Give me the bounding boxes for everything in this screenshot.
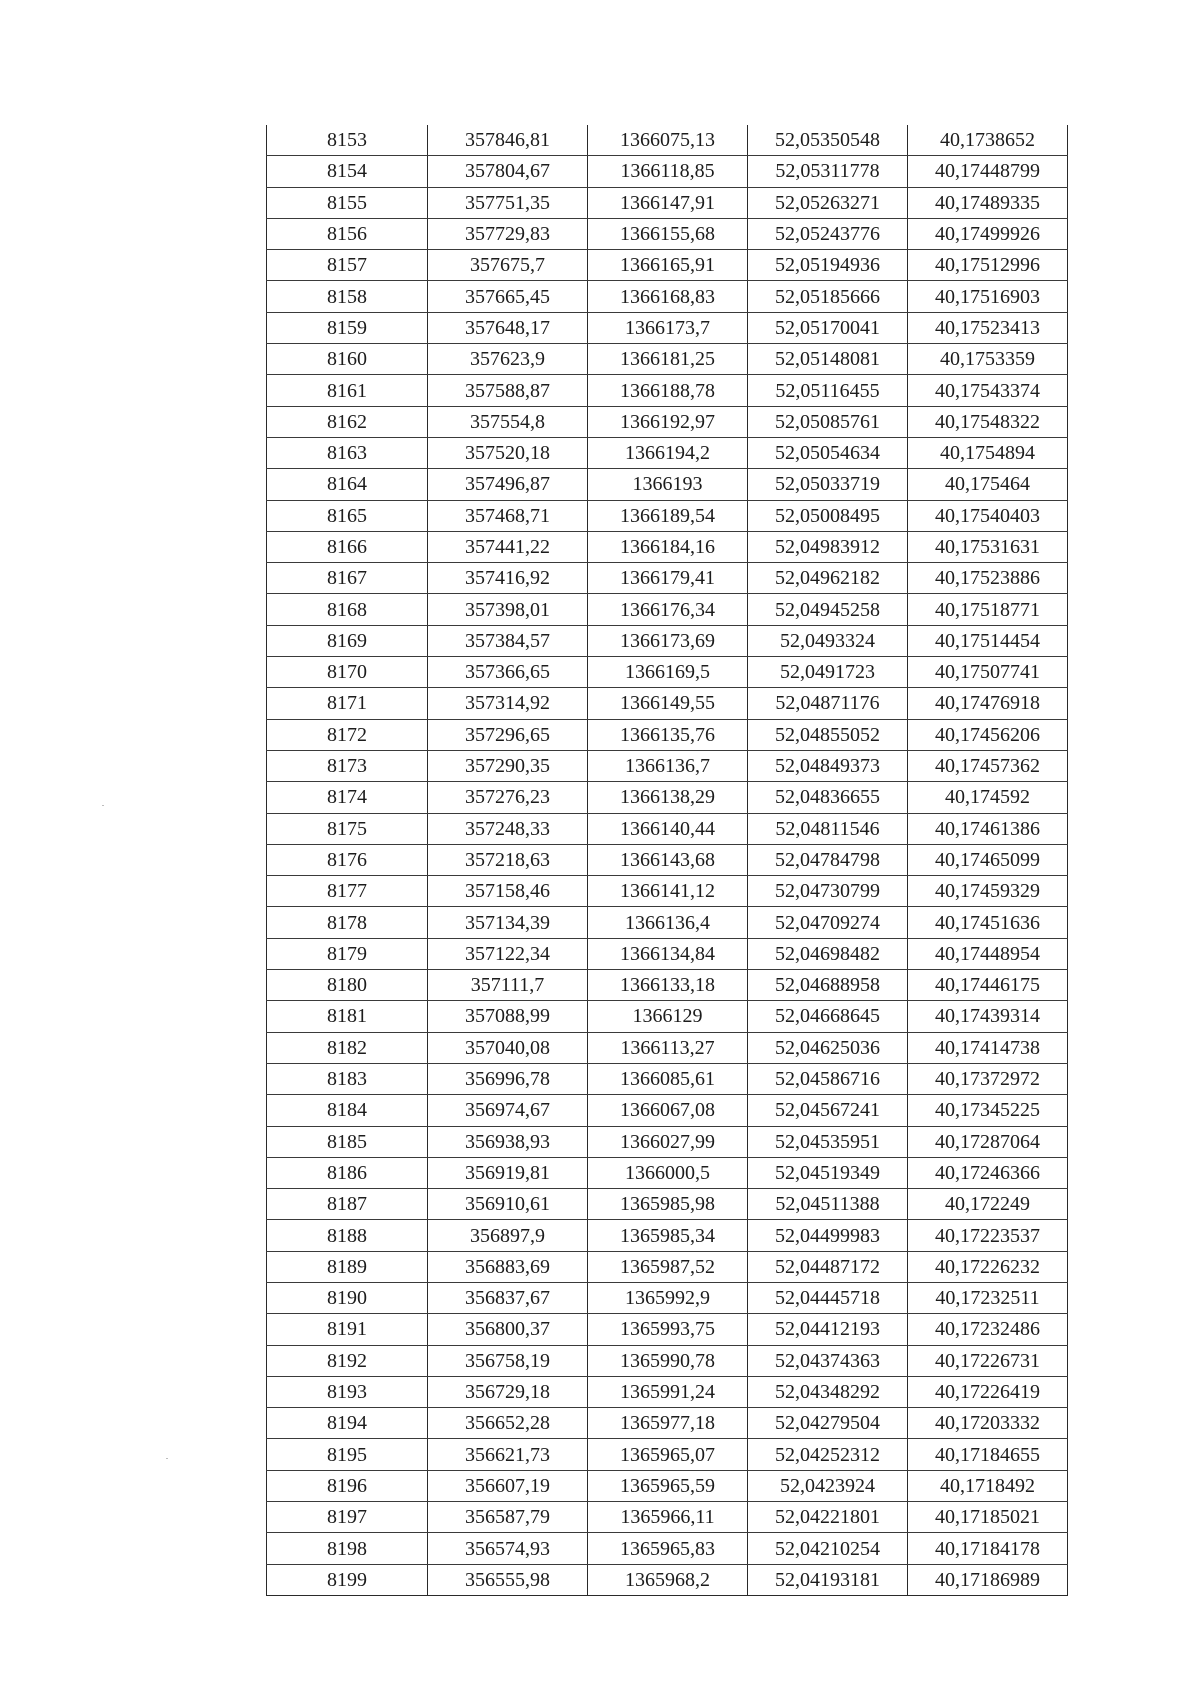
y-coordinate-cell: 1366027,99 bbox=[588, 1126, 748, 1157]
latitude-cell: 52,05033719 bbox=[748, 469, 908, 500]
x-coordinate-cell: 357675,7 bbox=[428, 250, 588, 281]
longitude-cell: 40,17512996 bbox=[908, 250, 1068, 281]
point-number-cell: 8174 bbox=[267, 782, 428, 813]
point-number-cell: 8175 bbox=[267, 813, 428, 844]
longitude-cell: 40,17226731 bbox=[908, 1345, 1068, 1376]
latitude-cell: 52,05350548 bbox=[748, 125, 908, 156]
y-coordinate-cell: 1366113,27 bbox=[588, 1032, 748, 1063]
table-row bbox=[267, 406, 1068, 437]
y-coordinate-cell: 1365993,75 bbox=[588, 1314, 748, 1345]
x-coordinate-cell: 357520,18 bbox=[428, 437, 588, 468]
table-row bbox=[267, 125, 1068, 156]
y-coordinate-cell: 1366149,55 bbox=[588, 688, 748, 719]
table-row bbox=[267, 1376, 1068, 1407]
table-row bbox=[267, 844, 1068, 875]
longitude-cell: 40,172249 bbox=[908, 1189, 1068, 1220]
point-number-cell: 8153 bbox=[267, 125, 428, 156]
longitude-cell: 40,17287064 bbox=[908, 1126, 1068, 1157]
y-coordinate-cell: 1366155,68 bbox=[588, 218, 748, 249]
point-number-cell: 8158 bbox=[267, 281, 428, 312]
table-row bbox=[267, 876, 1068, 907]
table-row bbox=[267, 437, 1068, 468]
latitude-cell: 52,05311778 bbox=[748, 156, 908, 187]
y-coordinate-cell: 1365977,18 bbox=[588, 1408, 748, 1439]
x-coordinate-cell: 357134,39 bbox=[428, 907, 588, 938]
point-number-cell: 8190 bbox=[267, 1282, 428, 1313]
table-row bbox=[267, 1189, 1068, 1220]
latitude-cell: 52,05263271 bbox=[748, 187, 908, 218]
table-row bbox=[267, 1408, 1068, 1439]
latitude-cell: 52,04983912 bbox=[748, 531, 908, 562]
point-number-cell: 8177 bbox=[267, 876, 428, 907]
table-row bbox=[267, 1126, 1068, 1157]
table-row bbox=[267, 750, 1068, 781]
latitude-cell: 52,04221801 bbox=[748, 1502, 908, 1533]
longitude-cell: 40,1754894 bbox=[908, 437, 1068, 468]
table-row bbox=[267, 1157, 1068, 1188]
longitude-cell: 40,17523886 bbox=[908, 563, 1068, 594]
latitude-cell: 52,0423924 bbox=[748, 1470, 908, 1501]
longitude-cell: 40,17414738 bbox=[908, 1032, 1068, 1063]
latitude-cell: 52,04210254 bbox=[748, 1533, 908, 1564]
latitude-cell: 52,04567241 bbox=[748, 1095, 908, 1126]
table-row bbox=[267, 1220, 1068, 1251]
y-coordinate-cell: 1366173,7 bbox=[588, 312, 748, 343]
point-number-cell: 8193 bbox=[267, 1376, 428, 1407]
point-number-cell: 8157 bbox=[267, 250, 428, 281]
point-number-cell: 8159 bbox=[267, 312, 428, 343]
longitude-cell: 40,17448954 bbox=[908, 938, 1068, 969]
point-number-cell: 8196 bbox=[267, 1470, 428, 1501]
latitude-cell: 52,04698482 bbox=[748, 938, 908, 969]
y-coordinate-cell: 1366184,16 bbox=[588, 531, 748, 562]
point-number-cell: 8194 bbox=[267, 1408, 428, 1439]
x-coordinate-cell: 356652,28 bbox=[428, 1408, 588, 1439]
longitude-cell: 40,175464 bbox=[908, 469, 1068, 500]
latitude-cell: 52,05054634 bbox=[748, 437, 908, 468]
longitude-cell: 40,17186989 bbox=[908, 1564, 1068, 1595]
x-coordinate-cell: 357554,8 bbox=[428, 406, 588, 437]
table-row bbox=[267, 1345, 1068, 1376]
point-number-cell: 8167 bbox=[267, 563, 428, 594]
x-coordinate-cell: 357468,71 bbox=[428, 500, 588, 531]
table-row bbox=[267, 1470, 1068, 1501]
latitude-cell: 52,04849373 bbox=[748, 750, 908, 781]
point-number-cell: 8185 bbox=[267, 1126, 428, 1157]
y-coordinate-cell: 1366134,84 bbox=[588, 938, 748, 969]
latitude-cell: 52,04962182 bbox=[748, 563, 908, 594]
y-coordinate-cell: 1366085,61 bbox=[588, 1063, 748, 1094]
table-row bbox=[267, 907, 1068, 938]
x-coordinate-cell: 357804,67 bbox=[428, 156, 588, 187]
longitude-cell: 40,17489335 bbox=[908, 187, 1068, 218]
table-row bbox=[267, 1533, 1068, 1564]
table-row bbox=[267, 250, 1068, 281]
longitude-cell: 40,17446175 bbox=[908, 970, 1068, 1001]
table-row bbox=[267, 719, 1068, 750]
latitude-cell: 52,04730799 bbox=[748, 876, 908, 907]
x-coordinate-cell: 357040,08 bbox=[428, 1032, 588, 1063]
longitude-cell: 40,17499926 bbox=[908, 218, 1068, 249]
y-coordinate-cell: 1366118,85 bbox=[588, 156, 748, 187]
y-coordinate-cell: 1366165,91 bbox=[588, 250, 748, 281]
point-number-cell: 8178 bbox=[267, 907, 428, 938]
x-coordinate-cell: 357398,01 bbox=[428, 594, 588, 625]
latitude-cell: 52,05243776 bbox=[748, 218, 908, 249]
y-coordinate-cell: 1366136,7 bbox=[588, 750, 748, 781]
point-number-cell: 8154 bbox=[267, 156, 428, 187]
table-row bbox=[267, 1063, 1068, 1094]
latitude-cell: 52,04499983 bbox=[748, 1220, 908, 1251]
y-coordinate-cell: 1366194,2 bbox=[588, 437, 748, 468]
x-coordinate-cell: 356837,67 bbox=[428, 1282, 588, 1313]
point-number-cell: 8156 bbox=[267, 218, 428, 249]
table-row bbox=[267, 1502, 1068, 1533]
x-coordinate-cell: 357665,45 bbox=[428, 281, 588, 312]
point-number-cell: 8169 bbox=[267, 625, 428, 656]
point-number-cell: 8172 bbox=[267, 719, 428, 750]
table-row bbox=[267, 500, 1068, 531]
longitude-cell: 40,17514454 bbox=[908, 625, 1068, 656]
point-number-cell: 8176 bbox=[267, 844, 428, 875]
latitude-cell: 52,04784798 bbox=[748, 844, 908, 875]
x-coordinate-cell: 357111,7 bbox=[428, 970, 588, 1001]
latitude-cell: 52,05116455 bbox=[748, 375, 908, 406]
x-coordinate-cell: 356974,67 bbox=[428, 1095, 588, 1126]
latitude-cell: 52,04811546 bbox=[748, 813, 908, 844]
longitude-cell: 40,17232511 bbox=[908, 1282, 1068, 1313]
y-coordinate-cell: 1366075,13 bbox=[588, 125, 748, 156]
table-row bbox=[267, 1564, 1068, 1595]
y-coordinate-cell: 1365991,24 bbox=[588, 1376, 748, 1407]
y-coordinate-cell: 1366129 bbox=[588, 1001, 748, 1032]
latitude-cell: 52,04625036 bbox=[748, 1032, 908, 1063]
table-row bbox=[267, 1251, 1068, 1282]
table-row bbox=[267, 1439, 1068, 1470]
x-coordinate-cell: 357648,17 bbox=[428, 312, 588, 343]
latitude-cell: 52,04348292 bbox=[748, 1376, 908, 1407]
point-number-cell: 8168 bbox=[267, 594, 428, 625]
x-coordinate-cell: 356883,69 bbox=[428, 1251, 588, 1282]
x-coordinate-cell: 357314,92 bbox=[428, 688, 588, 719]
x-coordinate-cell: 356919,81 bbox=[428, 1157, 588, 1188]
longitude-cell: 40,17185021 bbox=[908, 1502, 1068, 1533]
longitude-cell: 40,17203332 bbox=[908, 1408, 1068, 1439]
x-coordinate-cell: 356938,93 bbox=[428, 1126, 588, 1157]
y-coordinate-cell: 1365987,52 bbox=[588, 1251, 748, 1282]
table-row bbox=[267, 218, 1068, 249]
point-number-cell: 8199 bbox=[267, 1564, 428, 1595]
latitude-cell: 52,04871176 bbox=[748, 688, 908, 719]
y-coordinate-cell: 1366140,44 bbox=[588, 813, 748, 844]
latitude-cell: 52,04487172 bbox=[748, 1251, 908, 1282]
y-coordinate-cell: 1366133,18 bbox=[588, 970, 748, 1001]
y-coordinate-cell: 1366147,91 bbox=[588, 187, 748, 218]
point-number-cell: 8170 bbox=[267, 657, 428, 688]
latitude-cell: 52,05008495 bbox=[748, 500, 908, 531]
latitude-cell: 52,04519349 bbox=[748, 1157, 908, 1188]
latitude-cell: 52,04586716 bbox=[748, 1063, 908, 1094]
longitude-cell: 40,17372972 bbox=[908, 1063, 1068, 1094]
longitude-cell: 40,17543374 bbox=[908, 375, 1068, 406]
point-number-cell: 8184 bbox=[267, 1095, 428, 1126]
longitude-cell: 40,17232486 bbox=[908, 1314, 1068, 1345]
point-number-cell: 8188 bbox=[267, 1220, 428, 1251]
latitude-cell: 52,04668645 bbox=[748, 1001, 908, 1032]
longitude-cell: 40,174592 bbox=[908, 782, 1068, 813]
y-coordinate-cell: 1366179,41 bbox=[588, 563, 748, 594]
table-row bbox=[267, 469, 1068, 500]
y-coordinate-cell: 1365985,98 bbox=[588, 1189, 748, 1220]
table-row bbox=[267, 1314, 1068, 1345]
x-coordinate-cell: 356800,37 bbox=[428, 1314, 588, 1345]
point-number-cell: 8186 bbox=[267, 1157, 428, 1188]
latitude-cell: 52,04855052 bbox=[748, 719, 908, 750]
table-row bbox=[267, 657, 1068, 688]
y-coordinate-cell: 1366141,12 bbox=[588, 876, 748, 907]
latitude-cell: 52,04836655 bbox=[748, 782, 908, 813]
latitude-cell: 52,05185666 bbox=[748, 281, 908, 312]
point-number-cell: 8180 bbox=[267, 970, 428, 1001]
y-coordinate-cell: 1366189,54 bbox=[588, 500, 748, 531]
y-coordinate-cell: 1366067,08 bbox=[588, 1095, 748, 1126]
latitude-cell: 52,04511388 bbox=[748, 1189, 908, 1220]
table-row bbox=[267, 563, 1068, 594]
point-number-cell: 8192 bbox=[267, 1345, 428, 1376]
longitude-cell: 40,17226419 bbox=[908, 1376, 1068, 1407]
x-coordinate-cell: 356555,98 bbox=[428, 1564, 588, 1595]
longitude-cell: 40,17448799 bbox=[908, 156, 1068, 187]
point-number-cell: 8181 bbox=[267, 1001, 428, 1032]
y-coordinate-cell: 1365968,2 bbox=[588, 1564, 748, 1595]
x-coordinate-cell: 357384,57 bbox=[428, 625, 588, 656]
longitude-cell: 40,17516903 bbox=[908, 281, 1068, 312]
x-coordinate-cell: 357122,34 bbox=[428, 938, 588, 969]
longitude-cell: 40,17461386 bbox=[908, 813, 1068, 844]
x-coordinate-cell: 357416,92 bbox=[428, 563, 588, 594]
longitude-cell: 40,17459329 bbox=[908, 876, 1068, 907]
point-number-cell: 8173 bbox=[267, 750, 428, 781]
x-coordinate-cell: 357846,81 bbox=[428, 125, 588, 156]
point-number-cell: 8198 bbox=[267, 1533, 428, 1564]
y-coordinate-cell: 1365965,83 bbox=[588, 1533, 748, 1564]
point-number-cell: 8179 bbox=[267, 938, 428, 969]
point-number-cell: 8160 bbox=[267, 344, 428, 375]
y-coordinate-cell: 1366169,5 bbox=[588, 657, 748, 688]
y-coordinate-cell: 1366173,69 bbox=[588, 625, 748, 656]
table-row bbox=[267, 1282, 1068, 1313]
latitude-cell: 52,04445718 bbox=[748, 1282, 908, 1313]
coordinates-table-body bbox=[267, 125, 1068, 1595]
longitude-cell: 40,17184178 bbox=[908, 1533, 1068, 1564]
y-coordinate-cell: 1365990,78 bbox=[588, 1345, 748, 1376]
point-number-cell: 8162 bbox=[267, 406, 428, 437]
longitude-cell: 40,17540403 bbox=[908, 500, 1068, 531]
x-coordinate-cell: 356574,93 bbox=[428, 1533, 588, 1564]
x-coordinate-cell: 357729,83 bbox=[428, 218, 588, 249]
table-row bbox=[267, 187, 1068, 218]
longitude-cell: 40,17345225 bbox=[908, 1095, 1068, 1126]
latitude-cell: 52,04709274 bbox=[748, 907, 908, 938]
y-coordinate-cell: 1366136,4 bbox=[588, 907, 748, 938]
longitude-cell: 40,17223537 bbox=[908, 1220, 1068, 1251]
latitude-cell: 52,04688958 bbox=[748, 970, 908, 1001]
table-row bbox=[267, 281, 1068, 312]
longitude-cell: 40,17476918 bbox=[908, 688, 1068, 719]
table-row bbox=[267, 375, 1068, 406]
x-coordinate-cell: 357296,65 bbox=[428, 719, 588, 750]
latitude-cell: 52,04252312 bbox=[748, 1439, 908, 1470]
longitude-cell: 40,17184655 bbox=[908, 1439, 1068, 1470]
longitude-cell: 40,17246366 bbox=[908, 1157, 1068, 1188]
point-number-cell: 8163 bbox=[267, 437, 428, 468]
point-number-cell: 8155 bbox=[267, 187, 428, 218]
table-row bbox=[267, 344, 1068, 375]
latitude-cell: 52,04374363 bbox=[748, 1345, 908, 1376]
table-row bbox=[267, 688, 1068, 719]
point-number-cell: 8161 bbox=[267, 375, 428, 406]
scan-speck bbox=[102, 805, 104, 806]
x-coordinate-cell: 356910,61 bbox=[428, 1189, 588, 1220]
x-coordinate-cell: 357248,33 bbox=[428, 813, 588, 844]
x-coordinate-cell: 357623,9 bbox=[428, 344, 588, 375]
y-coordinate-cell: 1365985,34 bbox=[588, 1220, 748, 1251]
point-number-cell: 8164 bbox=[267, 469, 428, 500]
point-number-cell: 8171 bbox=[267, 688, 428, 719]
x-coordinate-cell: 357088,99 bbox=[428, 1001, 588, 1032]
latitude-cell: 52,0491723 bbox=[748, 657, 908, 688]
longitude-cell: 40,17456206 bbox=[908, 719, 1068, 750]
longitude-cell: 40,17523413 bbox=[908, 312, 1068, 343]
point-number-cell: 8183 bbox=[267, 1063, 428, 1094]
table-row bbox=[267, 970, 1068, 1001]
latitude-cell: 52,05148081 bbox=[748, 344, 908, 375]
table-row bbox=[267, 1095, 1068, 1126]
y-coordinate-cell: 1366176,34 bbox=[588, 594, 748, 625]
table-row bbox=[267, 1032, 1068, 1063]
longitude-cell: 40,17518771 bbox=[908, 594, 1068, 625]
longitude-cell: 40,17457362 bbox=[908, 750, 1068, 781]
y-coordinate-cell: 1366188,78 bbox=[588, 375, 748, 406]
table-row bbox=[267, 938, 1068, 969]
table-row bbox=[267, 531, 1068, 562]
x-coordinate-cell: 356621,73 bbox=[428, 1439, 588, 1470]
x-coordinate-cell: 356607,19 bbox=[428, 1470, 588, 1501]
point-number-cell: 8165 bbox=[267, 500, 428, 531]
y-coordinate-cell: 1365965,07 bbox=[588, 1439, 748, 1470]
longitude-cell: 40,17439314 bbox=[908, 1001, 1068, 1032]
x-coordinate-cell: 357441,22 bbox=[428, 531, 588, 562]
y-coordinate-cell: 1366000,5 bbox=[588, 1157, 748, 1188]
latitude-cell: 52,04279504 bbox=[748, 1408, 908, 1439]
y-coordinate-cell: 1366135,76 bbox=[588, 719, 748, 750]
x-coordinate-cell: 356897,9 bbox=[428, 1220, 588, 1251]
x-coordinate-cell: 357290,35 bbox=[428, 750, 588, 781]
table-row bbox=[267, 782, 1068, 813]
x-coordinate-cell: 357751,35 bbox=[428, 187, 588, 218]
x-coordinate-cell: 356758,19 bbox=[428, 1345, 588, 1376]
table-row bbox=[267, 813, 1068, 844]
x-coordinate-cell: 356996,78 bbox=[428, 1063, 588, 1094]
table-row bbox=[267, 312, 1068, 343]
y-coordinate-cell: 1365992,9 bbox=[588, 1282, 748, 1313]
y-coordinate-cell: 1366168,83 bbox=[588, 281, 748, 312]
coordinates-table bbox=[266, 125, 1068, 1596]
y-coordinate-cell: 1365965,59 bbox=[588, 1470, 748, 1501]
longitude-cell: 40,17465099 bbox=[908, 844, 1068, 875]
point-number-cell: 8187 bbox=[267, 1189, 428, 1220]
latitude-cell: 52,04535951 bbox=[748, 1126, 908, 1157]
table-row bbox=[267, 156, 1068, 187]
x-coordinate-cell: 357276,23 bbox=[428, 782, 588, 813]
longitude-cell: 40,17451636 bbox=[908, 907, 1068, 938]
longitude-cell: 40,17226232 bbox=[908, 1251, 1068, 1282]
longitude-cell: 40,1738652 bbox=[908, 125, 1068, 156]
latitude-cell: 52,04945258 bbox=[748, 594, 908, 625]
x-coordinate-cell: 356587,79 bbox=[428, 1502, 588, 1533]
y-coordinate-cell: 1366138,29 bbox=[588, 782, 748, 813]
longitude-cell: 40,1753359 bbox=[908, 344, 1068, 375]
latitude-cell: 52,05085761 bbox=[748, 406, 908, 437]
table-row bbox=[267, 1001, 1068, 1032]
point-number-cell: 8166 bbox=[267, 531, 428, 562]
latitude-cell: 52,04193181 bbox=[748, 1564, 908, 1595]
y-coordinate-cell: 1366181,25 bbox=[588, 344, 748, 375]
y-coordinate-cell: 1366143,68 bbox=[588, 844, 748, 875]
y-coordinate-cell: 1365966,11 bbox=[588, 1502, 748, 1533]
longitude-cell: 40,17531631 bbox=[908, 531, 1068, 562]
x-coordinate-cell: 357366,65 bbox=[428, 657, 588, 688]
longitude-cell: 40,17548322 bbox=[908, 406, 1068, 437]
table-row bbox=[267, 594, 1068, 625]
point-number-cell: 8191 bbox=[267, 1314, 428, 1345]
table-row bbox=[267, 625, 1068, 656]
latitude-cell: 52,0493324 bbox=[748, 625, 908, 656]
x-coordinate-cell: 357588,87 bbox=[428, 375, 588, 406]
point-number-cell: 8182 bbox=[267, 1032, 428, 1063]
point-number-cell: 8195 bbox=[267, 1439, 428, 1470]
y-coordinate-cell: 1366193 bbox=[588, 469, 748, 500]
x-coordinate-cell: 357158,46 bbox=[428, 876, 588, 907]
x-coordinate-cell: 356729,18 bbox=[428, 1376, 588, 1407]
y-coordinate-cell: 1366192,97 bbox=[588, 406, 748, 437]
longitude-cell: 40,17507741 bbox=[908, 657, 1068, 688]
scan-speck bbox=[166, 1458, 168, 1459]
latitude-cell: 52,04412193 bbox=[748, 1314, 908, 1345]
x-coordinate-cell: 357496,87 bbox=[428, 469, 588, 500]
longitude-cell: 40,1718492 bbox=[908, 1470, 1068, 1501]
latitude-cell: 52,05170041 bbox=[748, 312, 908, 343]
latitude-cell: 52,05194936 bbox=[748, 250, 908, 281]
point-number-cell: 8189 bbox=[267, 1251, 428, 1282]
point-number-cell: 8197 bbox=[267, 1502, 428, 1533]
x-coordinate-cell: 357218,63 bbox=[428, 844, 588, 875]
